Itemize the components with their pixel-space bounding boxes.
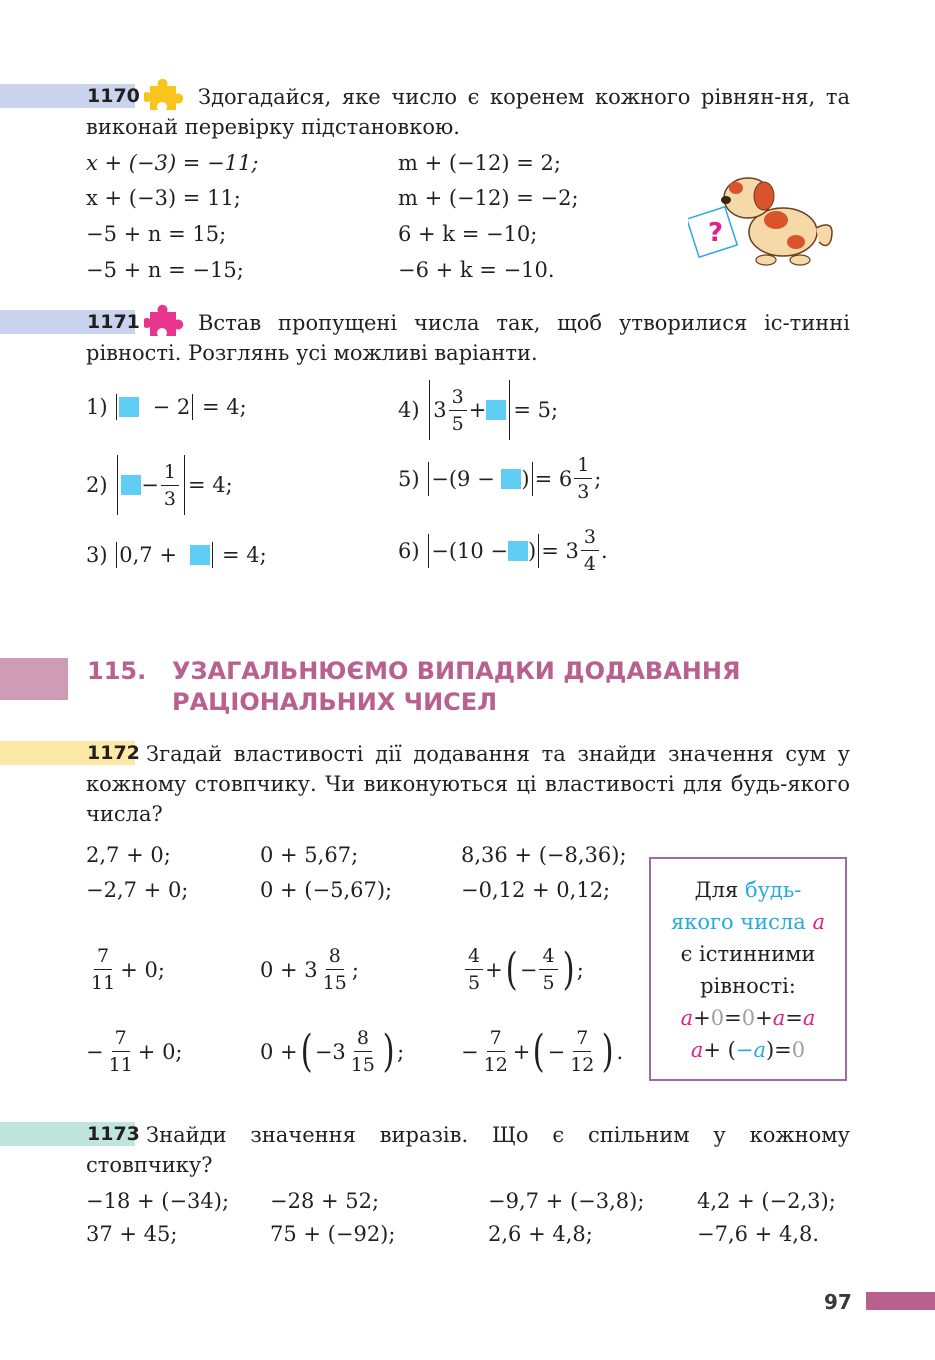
ex1172-r2c1: −2,7 + 0;	[86, 878, 189, 902]
ex1170-r1c1: x + (−3) = −11;	[86, 151, 259, 175]
blank-box[interactable]	[119, 397, 139, 417]
blank-box[interactable]	[501, 469, 521, 489]
item4-label: 4)	[398, 398, 420, 422]
note-eq1: a+0=0+a=a	[680, 1006, 816, 1030]
ex1172-r3c1	[86, 946, 165, 993]
blank-box[interactable]	[190, 545, 210, 565]
blank-box[interactable]	[508, 541, 528, 561]
r3a-tail: + 0;	[120, 957, 165, 982]
abs-bar	[212, 542, 213, 568]
fraction: $\frac{8}{15}$	[350, 1027, 375, 1076]
fraction: $\frac{1}{3}$	[574, 455, 592, 502]
abs-bar	[509, 380, 510, 440]
left-paren: (	[300, 1025, 313, 1077]
item3-rhs: = 4;	[221, 543, 267, 567]
blank-box[interactable]	[121, 475, 141, 495]
r4c-tail: .	[616, 1039, 624, 1064]
right-paren: )	[562, 943, 575, 995]
fraction: $\frac{8}{15}$	[322, 945, 347, 994]
item5-end: ;	[594, 466, 602, 491]
ex1171-item5	[398, 455, 601, 502]
item6-lead: −(10 −	[431, 538, 509, 563]
note-eq2: a+ (−a)=0	[690, 1038, 806, 1062]
item4-whole: 3	[433, 398, 447, 422]
abs-bar	[116, 542, 117, 568]
blank-box[interactable]	[486, 400, 506, 420]
item6-close: )	[528, 538, 537, 563]
item4-rhs: = 5;	[513, 398, 559, 422]
ex1170-r2c1: x + (−3) = 11;	[86, 186, 241, 210]
r3c-plus: +	[485, 957, 503, 982]
ex1172-r1c1: 2,7 + 0;	[86, 843, 171, 867]
ex1173-text: Знайди значення виразів. Що є спільним у кожному стовпчику?	[86, 1123, 850, 1177]
note-line1: Для будь-	[694, 878, 802, 902]
fraction: $\frac{7}{11}$	[91, 945, 116, 994]
page-number-bar	[866, 1292, 935, 1310]
ex1172-r1c3: 8,36 + (−8,36);	[461, 843, 627, 867]
item5-lead: −(9 −	[431, 466, 495, 491]
ex1172-r3c2	[260, 946, 359, 993]
ex1173-r2c4: −7,6 + 4,8.	[697, 1222, 820, 1246]
abs-bar	[428, 462, 429, 496]
ex1171-item6	[398, 527, 608, 574]
abs-bar	[192, 394, 193, 420]
ex1170-r3c1: −5 + n = 15;	[86, 222, 227, 246]
fraction: $\frac{1}{3}$	[161, 462, 179, 509]
r4c-lead: −	[461, 1039, 479, 1064]
r4b-inner: −3	[314, 1039, 346, 1064]
right-paren: )	[601, 1025, 614, 1077]
item5-rhs: = 6	[534, 466, 573, 491]
item1-label: 1)	[86, 395, 108, 419]
section-marker	[0, 658, 68, 700]
r4a-tail: + 0;	[137, 1039, 183, 1064]
ex1173-r2c3: 2,6 + 4,8;	[488, 1222, 593, 1246]
left-paren: (	[532, 1025, 546, 1077]
ex1173-r2c2: 75 + (−92);	[270, 1222, 396, 1246]
r4b-lead: 0 +	[260, 1039, 298, 1064]
section-number: 115.	[87, 657, 147, 685]
ex1173-r1c4: 4,2 + (−2,3);	[697, 1189, 836, 1213]
r3b-lead: 0 + 3	[260, 957, 318, 982]
ex1172-number: 1172	[87, 742, 140, 764]
item2-minus: −	[141, 473, 159, 497]
item2-rhs: = 4;	[187, 473, 233, 497]
item6-end: .	[600, 538, 608, 563]
fraction: $\frac{4}{5}$	[539, 946, 557, 993]
section-title-line1: УЗАГАЛЬНЮЄМО ВИПАДКИ ДОДАВАННЯ	[172, 657, 741, 685]
ex1172-r4c3	[461, 1025, 624, 1077]
ex1173-r1c1: −18 + (−34);	[86, 1189, 230, 1213]
ex1170-r2c2: m + (−12) = −2;	[398, 186, 579, 210]
question-mark: ?	[708, 218, 724, 248]
ex1171-item4	[398, 380, 558, 440]
fraction: $\frac{7}{11}$	[108, 1027, 133, 1076]
ex1170-number: 1170	[87, 85, 140, 107]
ex1171-number: 1171	[87, 311, 140, 333]
right-paren: )	[382, 1025, 395, 1077]
r4c-plus: +	[512, 1039, 531, 1064]
ex1172-r2c3: −0,12 + 0,12;	[461, 878, 611, 902]
abs-bar	[428, 534, 429, 568]
ex1170-r4c2: −6 + k = −10.	[398, 258, 555, 282]
abs-bar	[184, 455, 185, 515]
ex1172-r2c2: 0 + (−5,67);	[260, 878, 393, 902]
item5-close: )	[521, 466, 530, 491]
fraction: $\frac{3}{5}$	[449, 387, 467, 434]
property-note-box	[649, 857, 847, 1081]
ex1170-r4c1: −5 + n = −15;	[86, 258, 244, 282]
r3c-tail: ;	[576, 957, 584, 982]
left-paren: (	[505, 943, 518, 995]
item5-label: 5)	[398, 466, 420, 491]
ex1172-r3c3	[463, 943, 584, 995]
r4c-neg: −	[547, 1039, 566, 1064]
item2-label: 2)	[86, 473, 108, 497]
ex1171-item3	[86, 542, 267, 568]
ex1172-text: Згадай властивості дії додавання та знайди значення сум у кожному стовпчику. Чи виконуються ці властивості для будь-якого числа?	[86, 742, 850, 826]
r4b-tail: ;	[397, 1039, 405, 1064]
ex1170-r3c2: 6 + k = −10;	[398, 222, 538, 246]
r3b-tail: ;	[351, 957, 359, 982]
ex1172-r4c2	[260, 1025, 405, 1077]
abs-bar	[116, 394, 117, 420]
ex1173-r1c2: −28 + 52;	[270, 1189, 380, 1213]
note-line4: рівності:	[700, 974, 796, 998]
item3-lead: 0,7 +	[119, 543, 177, 567]
page-number: 97	[824, 1290, 852, 1314]
r4a-lead: −	[86, 1039, 104, 1064]
section-title-line2: РАЦІОНАЛЬНИХ ЧИСЕЛ	[172, 688, 498, 716]
note-line3: є істинними	[680, 942, 816, 966]
ex1173-r2c1: 37 + 45;	[86, 1222, 178, 1246]
ex1171-text: Встав пропущені числа так, щоб утворилися іс-тинні рівності. Розглянь усі можливі варіанти.	[86, 311, 850, 365]
item1-minus: − 2	[152, 395, 191, 419]
fraction: $\frac{7}{12}$	[483, 1027, 508, 1076]
abs-bar	[538, 534, 539, 568]
ex1170-r1c2: m + (−12) = 2;	[398, 151, 561, 175]
note-line2: якого числа a	[670, 910, 826, 934]
item6-label: 6)	[398, 538, 420, 563]
fraction: $\frac{7}{12}$	[570, 1027, 595, 1076]
ex1173-number: 1173	[87, 1123, 140, 1145]
item4-plus: +	[468, 398, 487, 422]
abs-bar	[117, 455, 118, 515]
abs-bar	[429, 380, 430, 440]
ex1173-r1c3: −9,7 + (−3,8);	[488, 1189, 645, 1213]
r3c-neg: −	[519, 957, 538, 982]
item1-rhs: = 4;	[201, 395, 247, 419]
item3-label: 3)	[86, 543, 108, 567]
ex1172-r4c1	[86, 1028, 183, 1075]
ex1171-item2	[86, 455, 233, 515]
fraction: $\frac{3}{4}$	[581, 527, 599, 574]
ex1171-item1	[86, 394, 247, 420]
fraction: $\frac{4}{5}$	[465, 946, 483, 993]
item6-rhs: = 3	[541, 538, 579, 563]
ex1170-text: Здогадайся, яке число є коренем кожного рівнян-ня, та виконай перевірку підстановкою.	[86, 85, 850, 139]
ex1172-r1c2: 0 + 5,67;	[260, 843, 359, 867]
abs-bar	[532, 462, 533, 496]
